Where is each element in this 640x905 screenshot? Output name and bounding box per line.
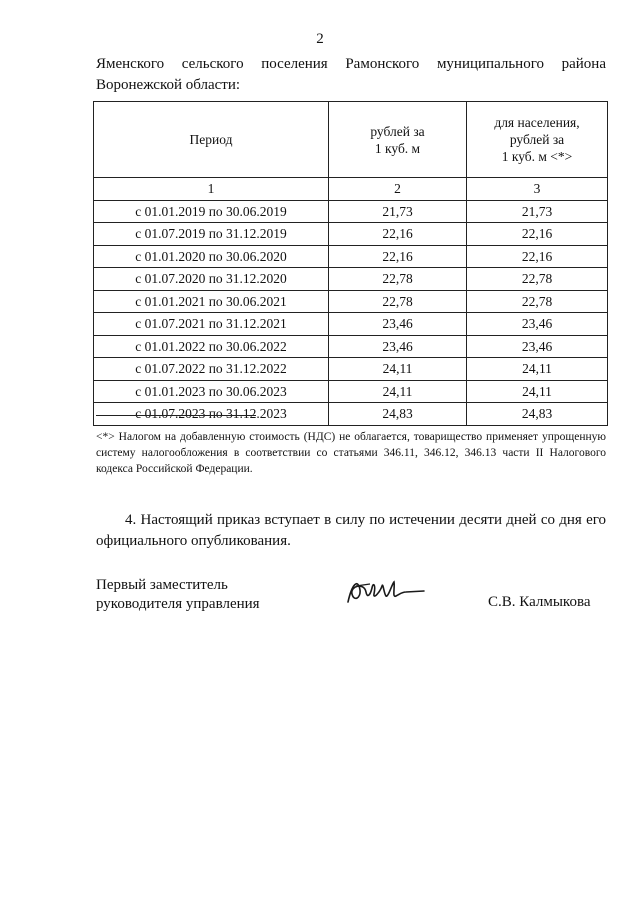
signer-title bbox=[96, 576, 260, 614]
footnote: <*> Налогом на добавленную стоимость (НДС) не облагается, товарищество применяет упрощенную систему налогообложения в соответствии со статьями 346.11, 346.12, 346.13 части II Налогового кодекса Российской Федерации. bbox=[96, 431, 606, 475]
signer-title-line: руководителя управления bbox=[96, 596, 260, 612]
cell-period: с 01.01.2021 по 30.06.2021 bbox=[94, 290, 329, 313]
column-number: 2 bbox=[329, 178, 467, 201]
handwritten-signature bbox=[340, 572, 430, 617]
cell-price: 22,16 bbox=[329, 223, 467, 246]
cell-population: 23,46 bbox=[467, 313, 608, 336]
cell-price: 24,83 bbox=[329, 403, 467, 426]
header-price bbox=[329, 102, 467, 178]
cell-price: 23,46 bbox=[329, 335, 467, 358]
cell-period: с 01.07.2020 по 31.12.2020 bbox=[94, 268, 329, 291]
header-population-line: 1 куб. м <*> bbox=[501, 149, 573, 164]
cell-population: 22,16 bbox=[467, 223, 608, 246]
intro-line-1 bbox=[96, 54, 606, 75]
table-row bbox=[94, 245, 608, 268]
intro-word: сельского bbox=[181, 56, 244, 72]
cell-price: 21,73 bbox=[329, 200, 467, 223]
cell-price: 22,16 bbox=[329, 245, 467, 268]
signer-name: С.В. Калмыкова bbox=[488, 594, 591, 610]
page-number: 2 bbox=[316, 31, 324, 47]
signer-title-line: Первый заместитель bbox=[96, 577, 228, 593]
intro-text bbox=[96, 54, 606, 96]
intro-word: Яменского bbox=[96, 56, 165, 72]
header-population-line: для населения, bbox=[494, 115, 580, 130]
intro-word: муниципального bbox=[436, 56, 544, 72]
cell-price: 24,11 bbox=[329, 380, 467, 403]
footnote-divider bbox=[96, 415, 256, 416]
table-row bbox=[94, 403, 608, 426]
tariff-table bbox=[93, 101, 608, 426]
intro-word: Рамонского bbox=[345, 56, 420, 72]
table-row bbox=[94, 223, 608, 246]
table-row bbox=[94, 335, 608, 358]
cell-period: с 01.07.2023 по 31.12.2023 bbox=[94, 403, 329, 426]
table-row bbox=[94, 358, 608, 381]
header-price-line: 1 куб. м bbox=[374, 140, 421, 156]
cell-period: с 01.01.2022 по 30.06.2022 bbox=[94, 335, 329, 358]
cell-population: 22,78 bbox=[467, 290, 608, 313]
header-population bbox=[467, 102, 608, 178]
intro-word: поселения bbox=[261, 56, 328, 72]
table-row bbox=[94, 313, 608, 336]
cell-population: 24,11 bbox=[467, 380, 608, 403]
intro-word: района bbox=[561, 56, 606, 72]
cell-price: 22,78 bbox=[329, 290, 467, 313]
cell-period: с 01.07.2021 по 31.12.2021 bbox=[94, 313, 329, 336]
table-row bbox=[94, 200, 608, 223]
cell-price: 23,46 bbox=[329, 313, 467, 336]
header-price-line: рублей за bbox=[370, 123, 425, 139]
cell-period: с 01.01.2023 по 30.06.2023 bbox=[94, 380, 329, 403]
column-number: 1 bbox=[94, 178, 329, 201]
tariff-table-body bbox=[94, 200, 608, 425]
clause-paragraph: 4. Настоящий приказ вступает в силу по истечении десяти дней со дня его официального опубликования. bbox=[96, 512, 606, 549]
intro-line-2: Воронежской области: bbox=[96, 77, 241, 93]
cell-period: с 01.01.2020 по 30.06.2020 bbox=[94, 245, 329, 268]
cell-population: 24,11 bbox=[467, 358, 608, 381]
header-population-line: рублей за bbox=[509, 132, 565, 147]
column-number: 3 bbox=[467, 178, 608, 201]
cell-period: с 01.07.2019 по 31.12.2019 bbox=[94, 223, 329, 246]
cell-price: 22,78 bbox=[329, 268, 467, 291]
cell-population: 23,46 bbox=[467, 335, 608, 358]
cell-price: 24,11 bbox=[329, 358, 467, 381]
cell-period: с 01.01.2019 по 30.06.2019 bbox=[94, 200, 329, 223]
table-row bbox=[94, 380, 608, 403]
header-period: Период bbox=[94, 102, 329, 178]
cell-population: 24,83 bbox=[467, 403, 608, 426]
cell-population: 21,73 bbox=[467, 200, 608, 223]
table-row bbox=[94, 290, 608, 313]
cell-population: 22,78 bbox=[467, 268, 608, 291]
table-header-row bbox=[94, 102, 608, 178]
table-row bbox=[94, 268, 608, 291]
column-number-row bbox=[94, 178, 608, 201]
cell-period: с 01.07.2022 по 31.12.2022 bbox=[94, 358, 329, 381]
cell-population: 22,16 bbox=[467, 245, 608, 268]
